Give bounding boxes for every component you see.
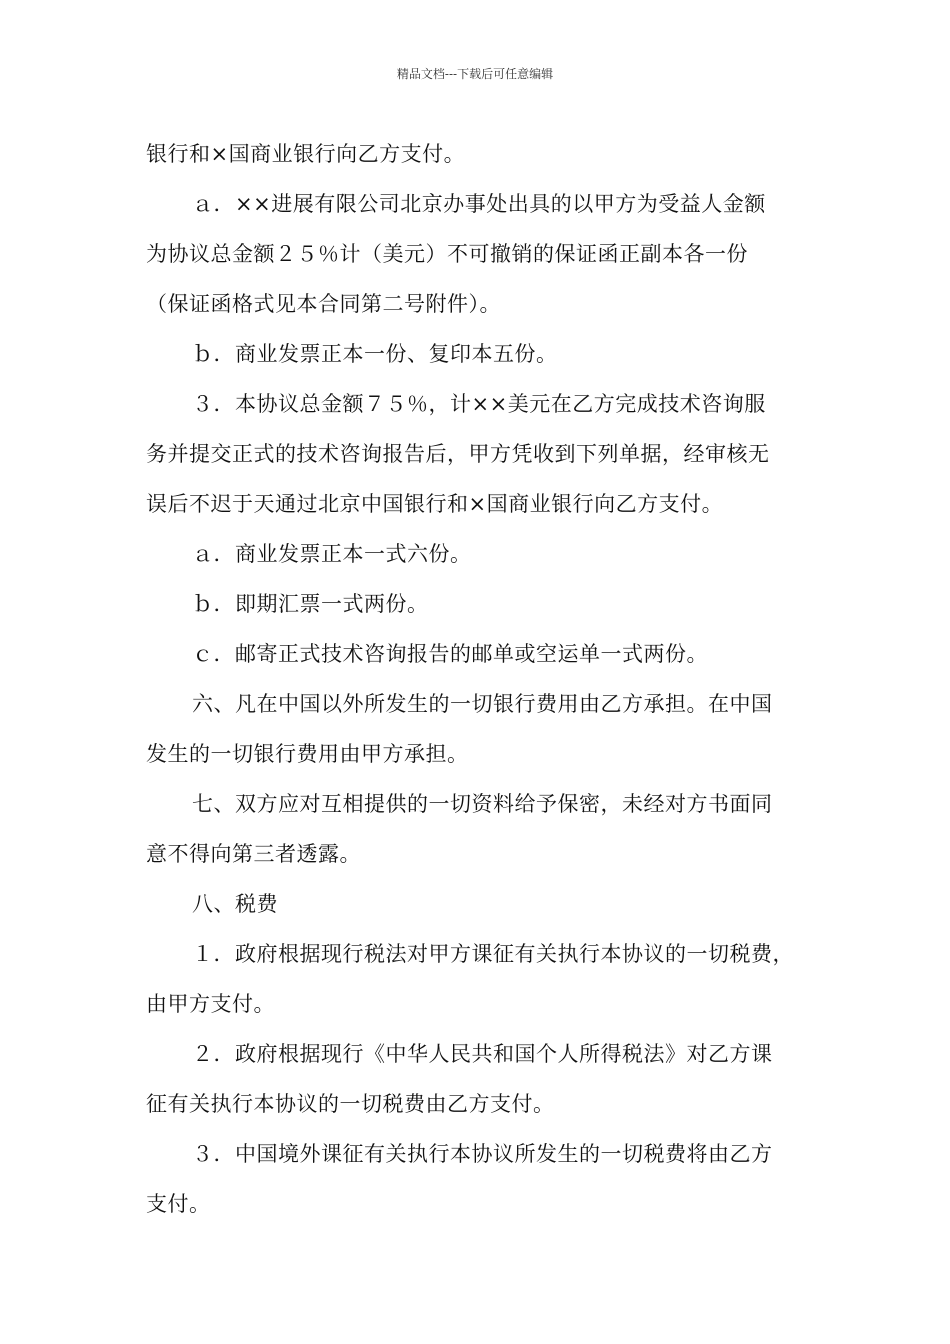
text-line: 务并提交正式的技术咨询报告后，甲方凭收到下列单据，经审核无 [146,442,770,466]
text-line: 六、凡在中国以外所发生的一切银行费用由乙方承担。在中国 [192,692,773,716]
text-line: 为协议总金额２５％计（美元）不可撤销的保证函正副本各一份 [146,242,748,266]
text-line: １．政府根据现行税法对甲方课征有关执行本协议的一切税费， [192,942,794,966]
text-line: ３．本协议总金额７５％，计××美元在乙方完成技术咨询服 [192,392,766,416]
text-line: ｃ．邮寄正式技术咨询报告的邮单或空运单一式两份。 [192,642,708,666]
text-line: 由甲方支付。 [146,992,275,1016]
text-line: ２．政府根据现行《中华人民共和国个人所得税法》对乙方课 [192,1042,773,1066]
text-line: ｂ．商业发票正本一份、复印本五份。 [192,342,558,366]
text-line: 意不得向第三者透露。 [146,842,361,866]
text-line: ｂ．即期汇票一式两份。 [192,592,429,616]
text-line: 银行和×国商业银行向乙方支付。 [146,142,466,166]
text-line: ３．中国境外课征有关执行本协议所发生的一切税费将由乙方 [192,1142,773,1166]
text-line: 七、双方应对互相提供的一切资料给予保密，未经对方书面同 [192,792,773,816]
page-header: 精品文档---下载后可任意编辑 [396,67,554,81]
text-line: 发生的一切银行费用由甲方承担。 [146,742,469,766]
text-line: （保证函格式见本合同第二号附件）。 [146,292,501,316]
text-line: 支付。 [146,1192,211,1216]
document-body [146,129,812,1229]
text-line: 征有关执行本协议的一切税费由乙方支付。 [146,1092,555,1116]
text-line: 误后不迟于天通过北京中国银行和×国商业银行向乙方支付。 [146,492,724,516]
text-line: ａ．××进展有限公司北京办事处出具的以甲方为受益人金额 [192,192,766,216]
text-line: ａ．商业发票正本一式六份。 [192,542,472,566]
section-heading: 八、税费 [192,892,278,916]
